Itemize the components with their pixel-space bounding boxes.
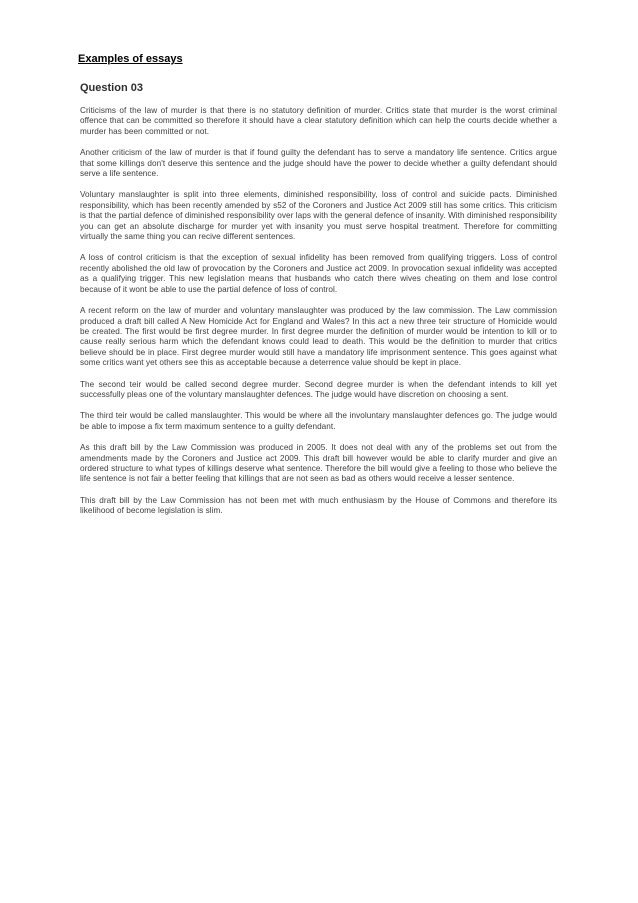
essay-paragraph: The third teir would be called manslaughter. This would be where all the involuntary manslaughter defences go. The judge would be able to impose a fix term maximum sentence to a guilty defendant.	[80, 411, 557, 431]
essay-paragraph: As this draft bill by the Law Commission was produced in 2005. It does not deal with any of the problems set out from the amendments made by the Coroners and Justice act 2009. This draft bill however would be able to clarify murder and give an ordered structure to what types of killings deserve what sentence. Therefore the bill would give a feeling to those who believe the life sentence is not fair a better feeling that killings that are not seen as bad as others would receive a lesser sentence.	[80, 443, 557, 484]
scanned-essay	[80, 82, 557, 528]
essay-paragraph: A loss of control criticism is that the exception of sexual infidelity has been removed from qualifying triggers. Loss of control recently abolished the old law of provocation by the Coroners and Justice act 2009. In provocation sexual infidelity was accepted as a qualifying trigger. This new legislation means that husbands who catch there wives cheating on them and lose control because of it wont be able to use the partial defence of loss of control.	[80, 253, 557, 294]
essay-paragraph: A recent reform on the law of murder and voluntary manslaughter was produced by the law commission. The Law commission produced a draft bill called A New Homicide Act for England and Wales? In this act a new three teir structure of Homicide would be created. The first would be first degree murder. In first degree murder the definition of murder would be intention to kill or to cause really serious harm which the defendant knows could lead to death. This would be the definition to murder that critics believe should be in place. First degree murder would still have a mandatory life imprisonment sentence. This goes against what some critics want yet others see this as acceptable because a deterrence value should be kept in place.	[80, 306, 557, 368]
essay-paragraph: Criticisms of the law of murder is that there is no statutory definition of murder. Critics state that murder is the worst criminal offence that can be committed so therefore it should have a clear statutory definition which can help the courts decide whether a murder has been committed or not.	[80, 106, 557, 136]
essay-paragraph: Another criticism of the law of murder is that if found guilty the defendant has to serve a mandatory life sentence. Critics argue that some killings don't deserve this sentence and the judge should have the power to decide whether a guilty defendant should serve a life sentence.	[80, 148, 557, 179]
essay-paragraph: Voluntary manslaughter is split into three elements, diminished responsibility, loss of control and suicide pacts. Diminished responsibility, which has been recently amended by s52 of the Coroners and Justice Act 2009 still has some critics. This criticism is that the partial defence of diminished responsibility over laps with the general defence of insanity. With diminished responsibility you can get an absolute discharge for murder yet with insanity you must serve hospital treatment. Therefore for committing virtually the same thing you can recive different sentences.	[80, 190, 557, 242]
question-title: Question 03	[80, 82, 143, 94]
essay-paragraph: The second teir would be called second degree murder. Second degree murder is when the defendant intends to kill yet successfully pleas one of the voluntary manslaughter defences. The judge would have discretion on choosing a sent.	[80, 379, 557, 399]
document-heading: Examples of essays	[78, 53, 183, 65]
essay-paragraph: This draft bill by the Law Commission has not been met with much enthusiasm by the House of Commons and therefore its likelihood of become legislation is slim.	[80, 495, 557, 516]
